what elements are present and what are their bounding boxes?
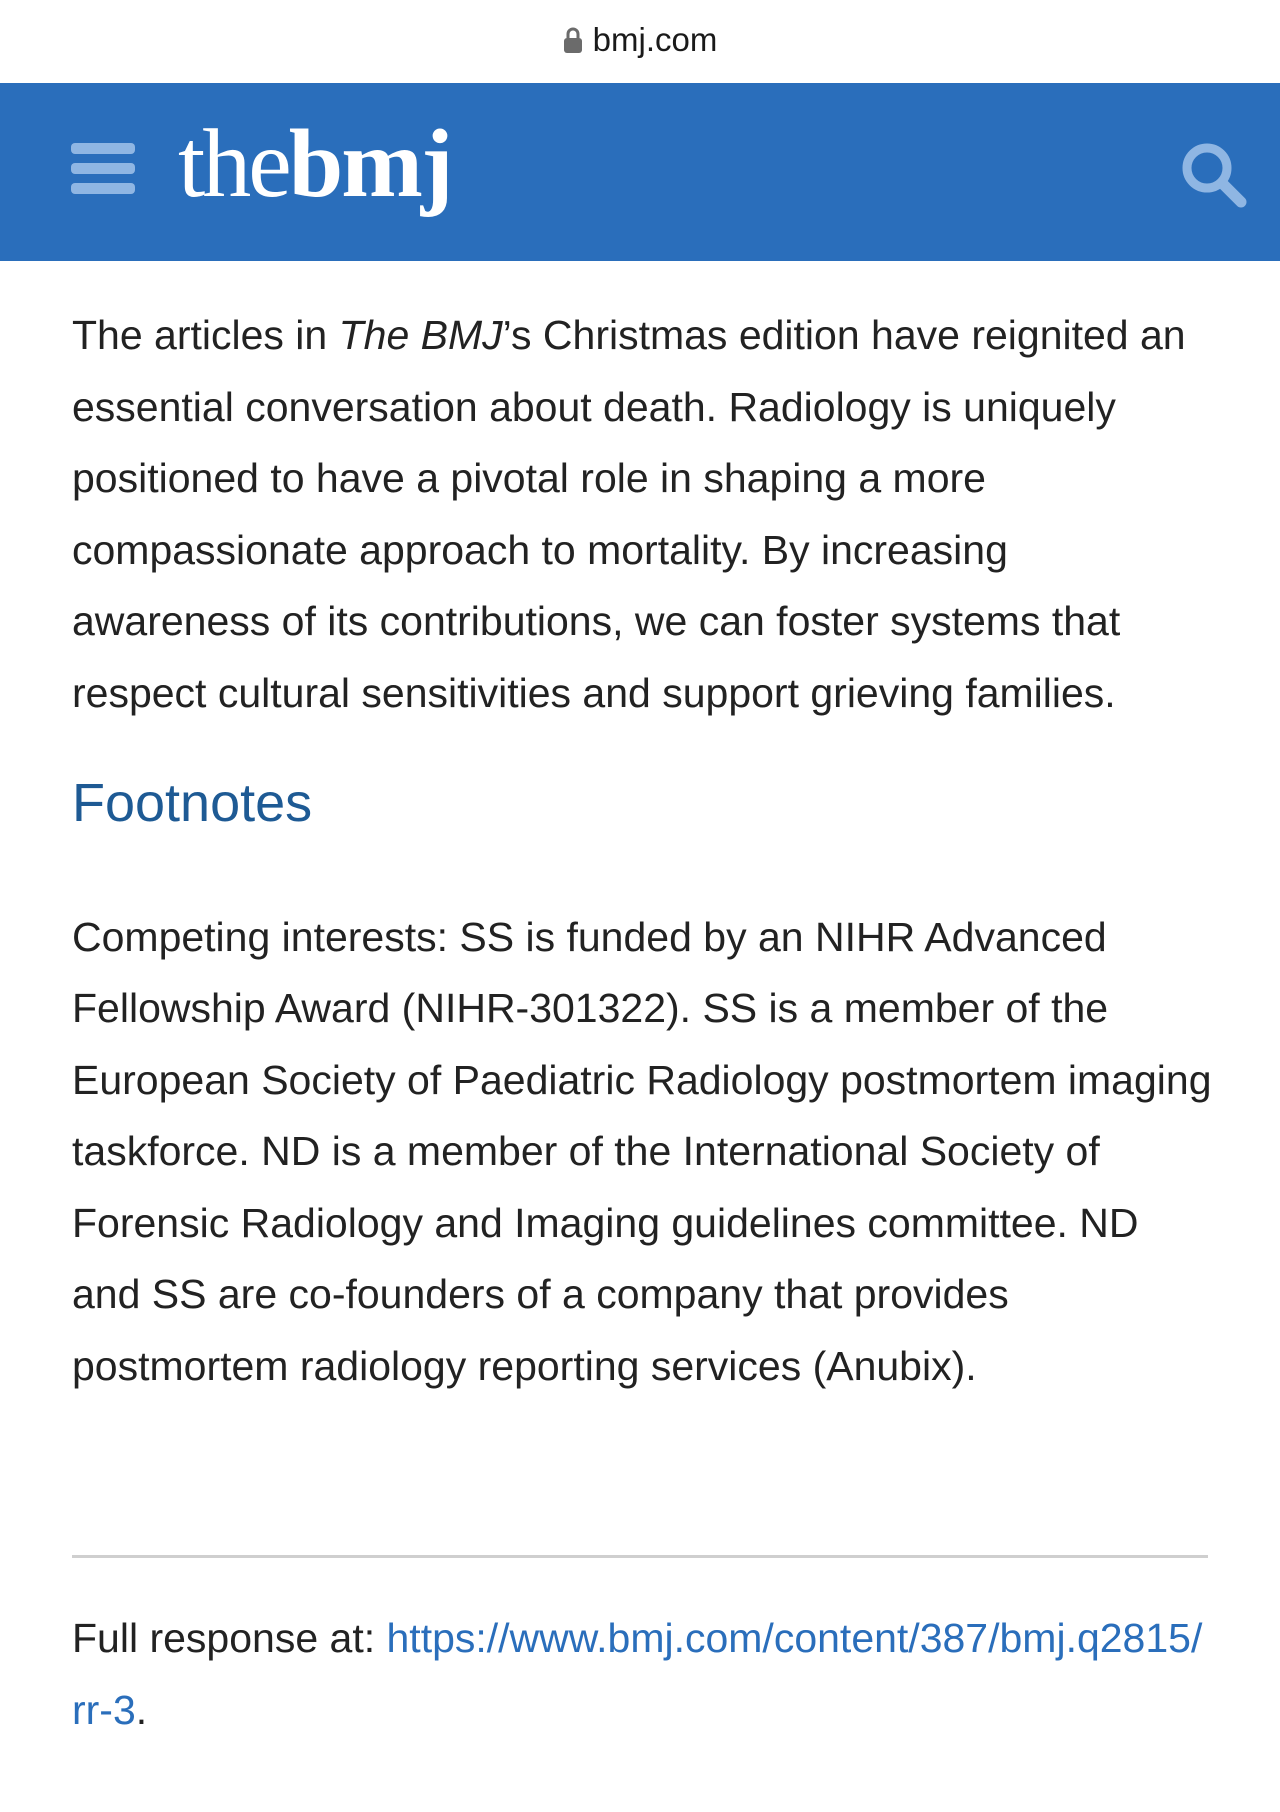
- full-response-end: .: [135, 1686, 148, 1733]
- footnotes-heading: Footnotes: [72, 773, 313, 833]
- article-content: [72, 300, 1212, 1402]
- para-part2: ’s Christmas edition have reignited an essential conversation about death. Radiology is uniquely positioned to have a pivotal role in shaping a more compassionate approach to mortality. By increasing awareness of its contributions, we can foster systems that respect cultural sensitivities and support grieving families.: [72, 312, 1186, 716]
- para-part1: The articles in: [72, 312, 339, 358]
- lock-icon: [563, 26, 583, 54]
- para-journal-title: The BMJ: [338, 312, 503, 358]
- article-paragraph: [72, 300, 1212, 729]
- competing-interests: Competing interests: SS is funded by an NIHR Advanced Fellowship Award (NIHR-301322). SS is a member of the European Society of Paediatric Radiology postmortem imaging taskforce. ND is a member of the International Society of Forensic Radiology and Imaging guidelines committee. ND and SS are co-founders of a company that provides postmortem radiology reporting services (Anubix).: [72, 913, 1212, 1389]
- site-header: [0, 83, 1280, 261]
- site-logo[interactable]: [178, 110, 452, 225]
- url-text: bmj.com: [592, 20, 718, 58]
- logo-bmj: bmj: [288, 110, 452, 218]
- full-response-link[interactable]: https://www.bmj.com/content/387/bmj.q2815/rr-3: [72, 1615, 1203, 1733]
- full-response-label: Full response at:: [72, 1615, 387, 1661]
- browser-url-bar[interactable]: [0, 0, 1280, 83]
- section-divider: [72, 1555, 1208, 1558]
- full-response-line: [72, 1603, 1212, 1746]
- search-icon[interactable]: [1178, 139, 1248, 209]
- logo-the: the: [178, 110, 289, 218]
- hamburger-menu-icon[interactable]: [71, 141, 135, 197]
